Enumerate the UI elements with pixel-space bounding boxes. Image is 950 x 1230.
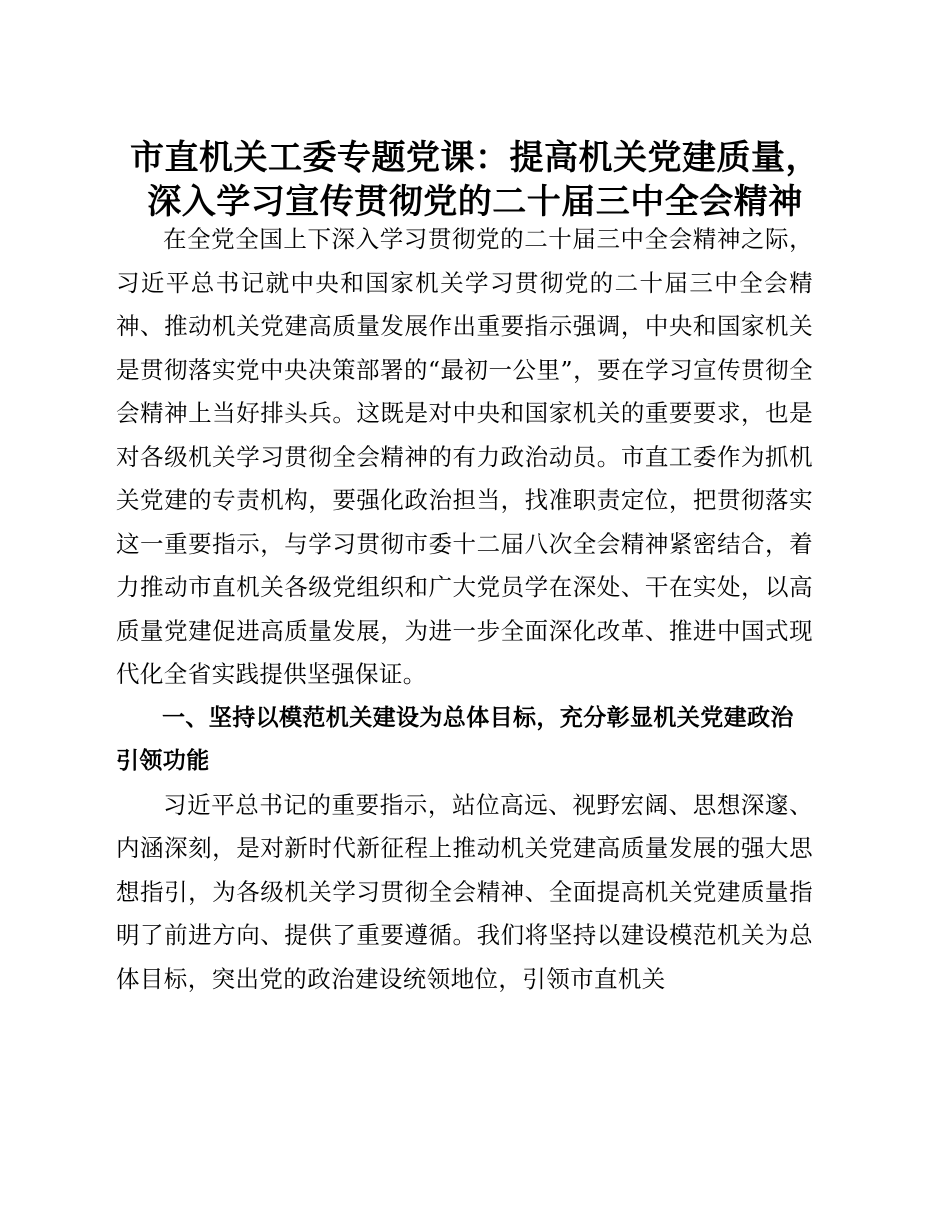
intro-paragraph: 在全党全国上下深入学习贯彻党的二十届三中全会精神之际，习近平总书记就中央和国家机关学习贯彻党的二十届三中全会精神、推动机关党建高质量发展作出重要指示强调，中央和国家机关是贯彻落实党中央决策部署的“最初一公里”，要在学习宣传贯彻全会精神上当好排头兵。这既是对中央和国家机关的重要要求，也是对各级机关学习贯彻全会精神的有力政治动员。市直工委作为抓机关党建的专责机构，要强化政治担当，找准职责定位，把贯彻落实这一重要指示，与学习贯彻市委十二届八次全会精神紧密结合，着力推动市直机关各级党组织和广大党员学在深处、干在实处，以高质量党建促进高质量发展，为进一步全面深化改革、推进中国式现代化全省实践提供坚强保证。 [116, 225, 813, 688]
document-title-line-1: 市直机关工委专题党课：提高机关党建质量， [130, 138, 820, 178]
section-heading-1: 一、坚持以模范机关建设为总体目标，充分彰显机关党建政治引领功能 [116, 704, 794, 774]
document-body [116, 218, 813, 1001]
document-title-line-2: 深入学习宣传贯彻党的二十届三中全会精神 [147, 182, 803, 222]
section-1-paragraph: 习近平总书记的重要指示，站位高远、视野宏阔、思想深邃、内涵深刻，是对新时代新征程上推动机关党建高质量发展的强大思想指引，为各级机关学习贯彻全会精神、全面提高机关党建质量指明了前进方向、提供了重要遵循。我们将坚持以建设模范机关为总体目标，突出党的政治建设统领地位，引领市直机关 [116, 790, 813, 993]
